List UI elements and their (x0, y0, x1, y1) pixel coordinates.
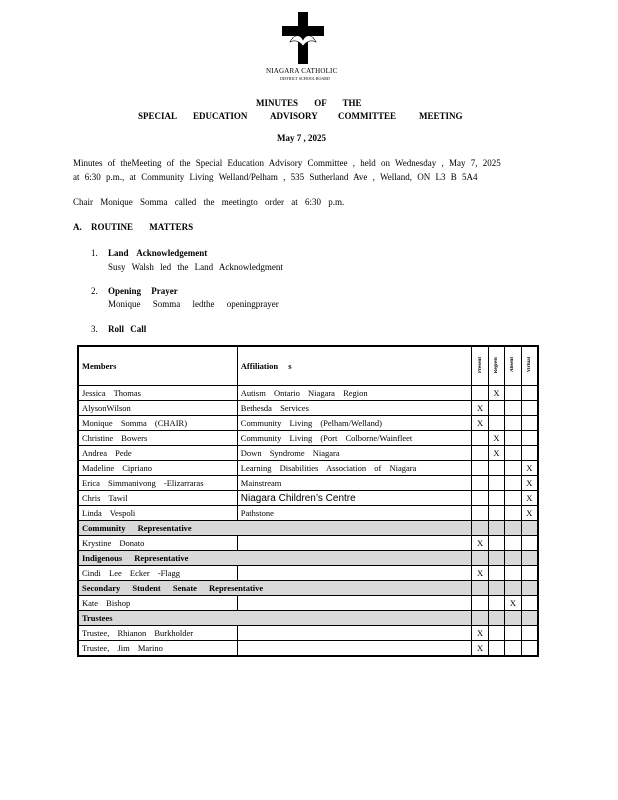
member-affiliation (237, 596, 472, 611)
item-1-number: 1. (91, 248, 98, 258)
attendance-mark-1: X (472, 416, 488, 431)
table-header-row (78, 346, 538, 386)
member-affiliation (237, 626, 472, 641)
attendance-mark-1: X (472, 626, 488, 641)
item-1-title: Land Acknowledgement (108, 248, 208, 258)
attendance-mark-4 (521, 626, 538, 641)
member-name: Chris Tawil (78, 491, 237, 506)
attendance-mark-2 (488, 596, 504, 611)
member-name: Christine Bowers (78, 431, 237, 446)
attendance-mark-4 (521, 386, 538, 401)
section-empty-cell (521, 551, 538, 566)
member-affiliation: Autism Ontario Niagara Region (237, 386, 472, 401)
attendance-mark-4: X (521, 461, 538, 476)
table-row (78, 386, 538, 401)
member-affiliation: Bethesda Services (237, 401, 472, 416)
member-affiliation: Mainstream (237, 476, 472, 491)
member-name: Kate Bishop (78, 596, 237, 611)
table-row (78, 491, 538, 506)
title-word-meeting: MEETING (419, 111, 463, 121)
attendance-mark-2 (488, 566, 504, 581)
chair-statement: Chair Monique Somma called the meetingto order at 6:30 p.m. (73, 197, 345, 207)
member-name: Erica Simmanivong -Elizarraras (78, 476, 237, 491)
attendance-mark-4 (521, 566, 538, 581)
member-name: Andrea Pede (78, 446, 237, 461)
attendance-mark-4: X (521, 476, 538, 491)
item-2-body: Monique Somma ledthe openingprayer (108, 299, 279, 309)
section-header-label: Community Representative (78, 521, 472, 536)
attendance-mark-1: X (472, 566, 488, 581)
attendance-mark-3 (505, 386, 521, 401)
member-name: Monique Somma (CHAIR) (78, 416, 237, 431)
attendance-mark-4 (521, 401, 538, 416)
table-row (78, 446, 538, 461)
attendance-mark-2 (488, 401, 504, 416)
member-name: Trustee, Rhianon Burkholder (78, 626, 237, 641)
header-affiliation: Affiliation s (237, 346, 472, 386)
member-affiliation: Niagara Children’s Centre (237, 491, 472, 506)
section-empty-cell (472, 581, 488, 596)
header-col-2 (488, 346, 504, 386)
member-name: AlysonWilson (78, 401, 237, 416)
section-header-label: Indigenous Representative (78, 551, 472, 566)
header-col-4 (521, 346, 538, 386)
item-3-title: Roll Call (108, 324, 147, 334)
section-empty-cell (488, 551, 504, 566)
table-row (78, 461, 538, 476)
section-a-title: ROUTINE MATTERS (91, 222, 194, 232)
table-row (78, 536, 538, 551)
section-empty-cell (488, 581, 504, 596)
section-empty-cell (521, 611, 538, 626)
section-empty-cell (472, 521, 488, 536)
attendance-mark-2 (488, 626, 504, 641)
item-2-number: 2. (91, 286, 98, 296)
attendance-mark-4: X (521, 506, 538, 521)
table-row (78, 431, 538, 446)
section-header-row (78, 581, 538, 596)
item-3-number: 3. (91, 324, 98, 334)
cross-with-dove-icon (282, 12, 324, 64)
title-word-education: EDUCATION (193, 111, 248, 121)
member-name: Cindi Lee Ecker -Flagg (78, 566, 237, 581)
table-row (78, 641, 538, 657)
attendance-mark-1: X (472, 641, 488, 657)
section-empty-cell (505, 581, 521, 596)
attendance-mark-4 (521, 431, 538, 446)
member-affiliation: Community Living (Port Colborne/Wainfleet (237, 431, 472, 446)
header-col-1-label: Present (477, 356, 483, 373)
attendance-mark-3 (505, 641, 521, 657)
section-empty-cell (488, 611, 504, 626)
attendance-mark-1 (472, 491, 488, 506)
section-header-label: Trustees (78, 611, 472, 626)
org-name: NIAGARA CATHOLIC (266, 67, 338, 75)
attendance-mark-2: X (488, 386, 504, 401)
attendance-mark-2 (488, 491, 504, 506)
section-empty-cell (521, 521, 538, 536)
section-header-label: Secondary Student Senate Representative (78, 581, 472, 596)
member-name: Madeline Cipriano (78, 461, 237, 476)
attendance-mark-4 (521, 641, 538, 657)
title-word-special: SPECIAL (138, 111, 178, 121)
attendance-mark-3 (505, 431, 521, 446)
attendance-mark-1 (472, 461, 488, 476)
header-col-4-label: Virtual (526, 357, 532, 373)
attendance-mark-1 (472, 506, 488, 521)
header-col-3-label: Absent (510, 357, 516, 373)
attendance-mark-2: X (488, 446, 504, 461)
member-affiliation: Down Syndrome Niagara (237, 446, 472, 461)
header-members: Members (78, 346, 237, 386)
attendance-mark-1 (472, 596, 488, 611)
attendance-mark-2 (488, 476, 504, 491)
attendance-mark-2 (488, 506, 504, 521)
header-col-1 (472, 346, 488, 386)
table-row (78, 476, 538, 491)
attendance-mark-4: X (521, 491, 538, 506)
attendance-mark-4 (521, 536, 538, 551)
table-row (78, 566, 538, 581)
table-row (78, 416, 538, 431)
title-line-1: MINUTES OF THE (256, 98, 362, 108)
item-1-body: Susy Walsh led the Land Acknowledgment (108, 262, 283, 272)
header-col-3 (505, 346, 521, 386)
section-empty-cell (505, 611, 521, 626)
attendance-mark-2 (488, 461, 504, 476)
attendance-mark-3 (505, 566, 521, 581)
attendance-mark-1: X (472, 536, 488, 551)
section-empty-cell (505, 521, 521, 536)
section-a-label: A. (73, 222, 82, 232)
table-row (78, 596, 538, 611)
attendance-mark-3 (505, 476, 521, 491)
section-header-row (78, 551, 538, 566)
section-empty-cell (488, 521, 504, 536)
intro-line-1: Minutes of theMeeting of the Special Education Advisory Committee , held on Wednesday , May 7, 2025 (73, 158, 501, 168)
member-affiliation (237, 566, 472, 581)
attendance-mark-3 (505, 446, 521, 461)
attendance-mark-2 (488, 416, 504, 431)
member-name: Linda Vespoli (78, 506, 237, 521)
header-col-2-label: Regrets (493, 356, 499, 374)
attendance-mark-4 (521, 416, 538, 431)
member-affiliation (237, 536, 472, 551)
roll-call-table (77, 345, 539, 657)
attendance-mark-1 (472, 446, 488, 461)
attendance-mark-3: X (505, 596, 521, 611)
member-name: Krystine Donato (78, 536, 237, 551)
attendance-mark-1 (472, 431, 488, 446)
member-affiliation: Community Living (Pelham/Welland) (237, 416, 472, 431)
attendance-mark-3 (505, 401, 521, 416)
attendance-mark-1 (472, 476, 488, 491)
attendance-mark-3 (505, 626, 521, 641)
item-2-title: Opening Prayer (108, 286, 178, 296)
section-header-row (78, 611, 538, 626)
attendance-mark-4 (521, 446, 538, 461)
section-empty-cell (505, 551, 521, 566)
org-sub: DISTRICT SCHOOL BOARD (280, 76, 330, 81)
table-row (78, 401, 538, 416)
member-affiliation: Learning Disabilities Association of Niagara (237, 461, 472, 476)
table-row (78, 626, 538, 641)
section-empty-cell (472, 611, 488, 626)
attendance-mark-2: X (488, 431, 504, 446)
intro-line-2: at 6:30 p.m., at Community Living Welland/Pelham , 535 Sutherland Ave , Welland, ON L3 B 5A4 (73, 172, 478, 182)
title-word-advisory: ADVISORY (270, 111, 318, 121)
member-affiliation (237, 641, 472, 657)
attendance-mark-1: X (472, 401, 488, 416)
attendance-mark-4 (521, 596, 538, 611)
member-name: Trustee, Jim Marino (78, 641, 237, 657)
section-empty-cell (472, 551, 488, 566)
attendance-mark-3 (505, 506, 521, 521)
attendance-mark-3 (505, 461, 521, 476)
attendance-mark-2 (488, 641, 504, 657)
meeting-date: May 7 , 2025 (277, 133, 326, 143)
attendance-mark-3 (505, 536, 521, 551)
attendance-mark-3 (505, 416, 521, 431)
section-empty-cell (521, 581, 538, 596)
attendance-mark-1 (472, 386, 488, 401)
table-row (78, 506, 538, 521)
section-header-row (78, 521, 538, 536)
title-word-committee: COMMITTEE (338, 111, 397, 121)
member-affiliation: Pathstone (237, 506, 472, 521)
attendance-mark-3 (505, 491, 521, 506)
member-name: Jessica Thomas (78, 386, 237, 401)
attendance-mark-2 (488, 536, 504, 551)
